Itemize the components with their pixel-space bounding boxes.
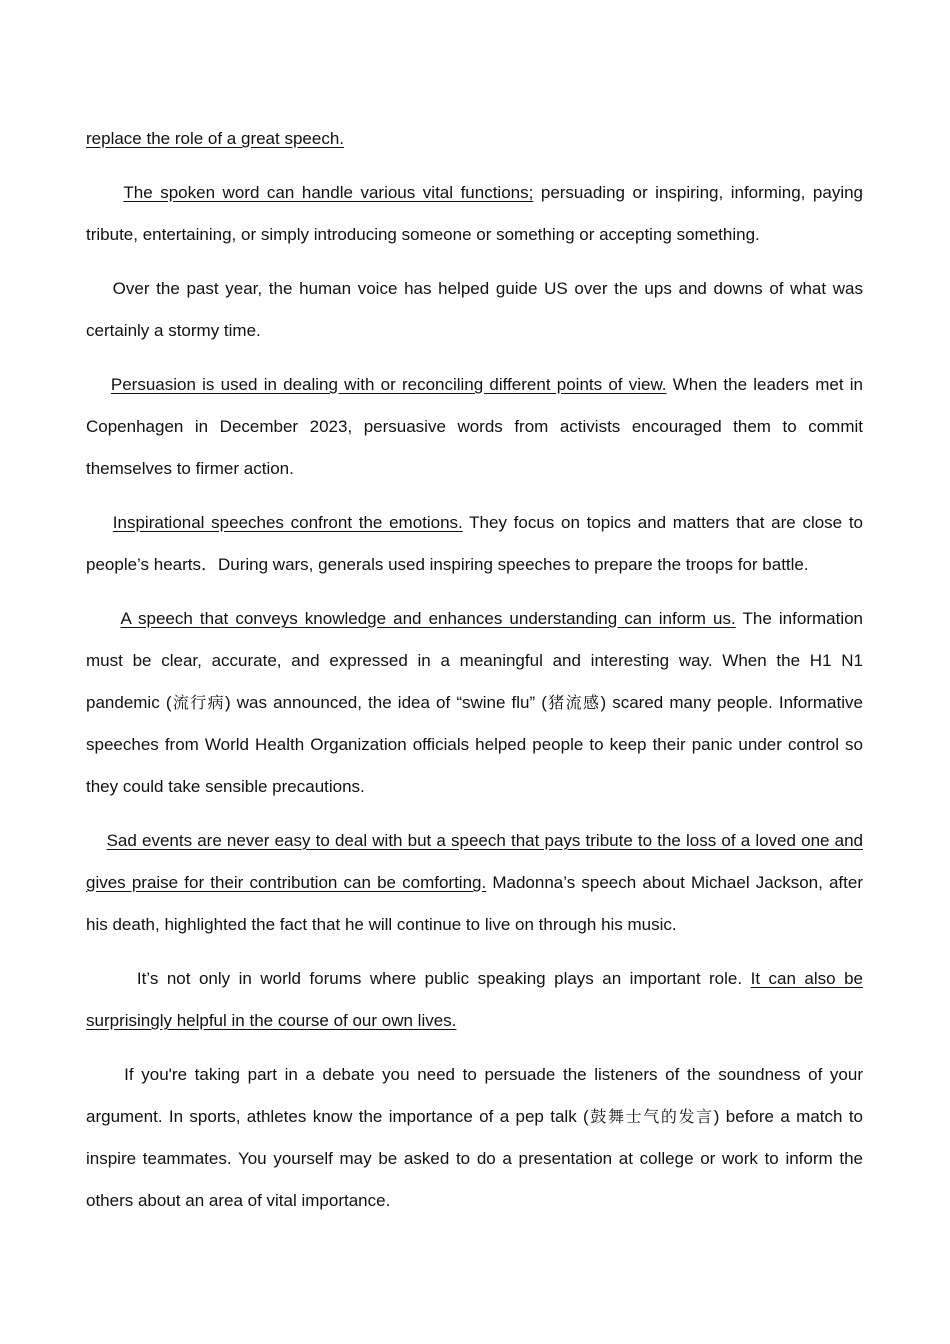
paragraph xyxy=(86,502,863,586)
chinese-gloss: 流行病 xyxy=(171,693,225,712)
paragraph xyxy=(86,118,863,160)
body-text: Over the past year, the human voice has helped guide US over the ups and downs of what was certainly a stormy time. xyxy=(86,279,863,340)
underlined-text: Sad events are never easy to deal with but a speech that pays tribute to the loss of a loved one and gives praise for their contribution can be comforting. xyxy=(86,831,863,892)
body-text: ) was announced, the idea of “swine flu” ( xyxy=(225,693,547,712)
paragraph-indent xyxy=(86,969,137,988)
body-text: Madonna’s speech about Michael Jackson, after his death, highlighted the fact that he will continue to live on through his music. xyxy=(86,873,863,934)
underlined-text: A speech that conveys knowledge and enhances understanding can inform us. xyxy=(120,609,736,628)
paragraph-indent xyxy=(86,279,113,298)
body-text: ) scared many people. Informative speeches from World Health Organization officials helped people to keep their panic under control so they could take sensible precautions. xyxy=(86,693,863,796)
body-text: persuading or inspiring, informing, paying tribute, entertaining, or simply introducing someone or something or accepting something. xyxy=(86,183,864,244)
chinese-gloss: 鼓舞士气的发言 xyxy=(588,1107,714,1126)
body-text: They focus on topics and matters that are close to people’s hearts．During wars, generals used inspiring speeches to prepare the troops for battle. xyxy=(86,513,864,574)
body-text: When the leaders met in Copenhagen in December 2023, persuasive words from activists encouraged them to commit themselves to firmer action. xyxy=(86,375,863,478)
paragraph xyxy=(86,268,863,352)
paragraph xyxy=(86,598,863,808)
underlined-text: Persuasion is used in dealing with or reconciling different points of view. xyxy=(110,375,667,394)
chinese-gloss: 猪流感 xyxy=(546,693,601,712)
underlined-text: Inspirational speeches confront the emotions. xyxy=(112,513,463,532)
body-text: ) before a match to inspire teammates. You yourself may be asked to do a presentation at college or work to inform the others about an area of vital importance. xyxy=(86,1107,863,1210)
paragraph xyxy=(86,820,863,946)
paragraph-indent xyxy=(86,609,121,628)
paragraph-indent xyxy=(86,513,113,532)
body-text: The information must be clear, accurate, and expressed in a meaningful and interesting way. When the H1 N1 pandemic ( xyxy=(86,609,864,712)
paragraph-indent xyxy=(86,831,107,850)
underlined-text: The spoken word can handle various vital functions; xyxy=(123,183,534,202)
paragraph xyxy=(86,364,863,490)
body-text: If you're taking part in a debate you need to persuade the listeners of the soundness of your argument. In sports, athletes know the importance of a pep talk ( xyxy=(86,1065,863,1126)
paragraph-indent xyxy=(86,1065,124,1084)
paragraph xyxy=(86,958,863,1042)
paragraph xyxy=(86,1054,863,1222)
document-page xyxy=(86,118,863,1234)
paragraph-indent xyxy=(86,183,123,202)
underlined-text: replace the role of a great speech. xyxy=(86,129,344,148)
paragraph xyxy=(86,172,863,256)
body-text: It’s not only in world forums where public speaking plays an important role. xyxy=(136,969,751,988)
underlined-text: It can also be surprisingly helpful in the course of our own lives. xyxy=(86,969,864,1030)
paragraph-indent xyxy=(86,375,111,394)
